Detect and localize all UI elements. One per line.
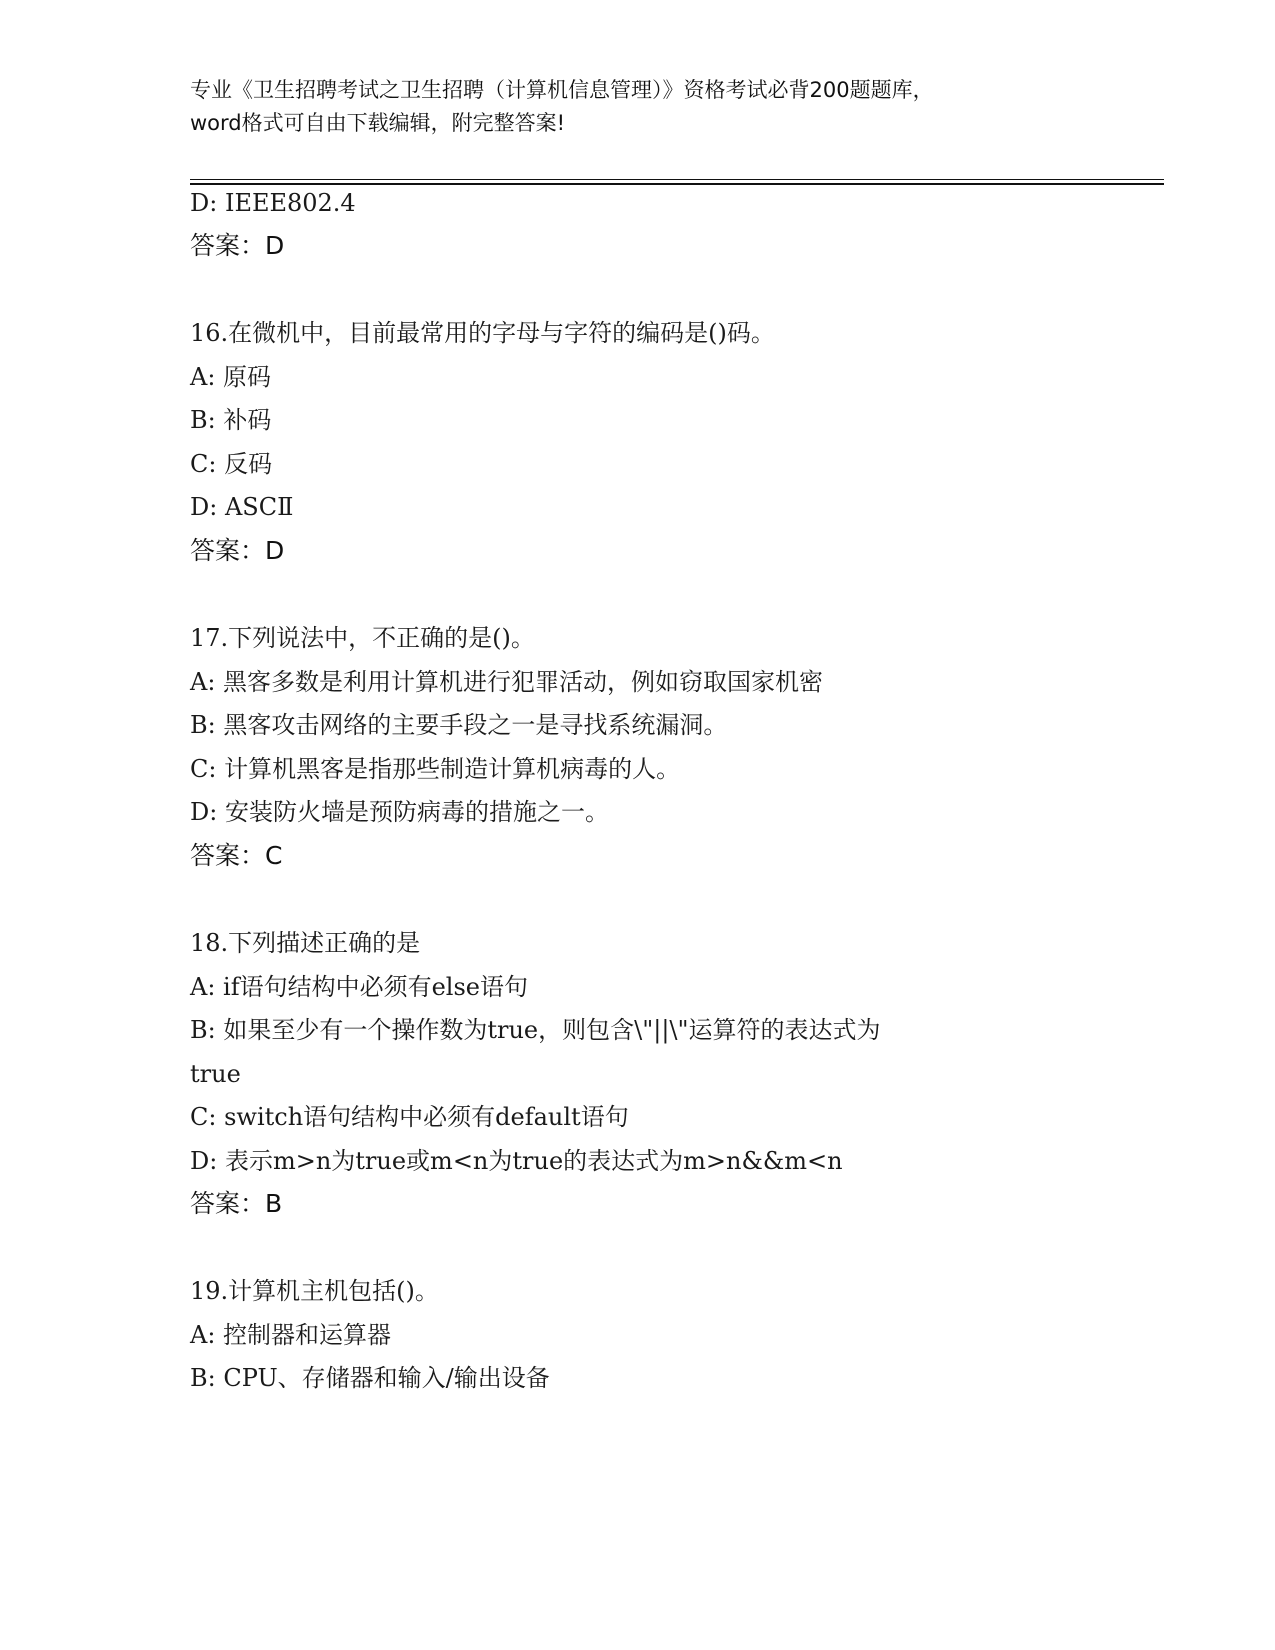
question-17-option-b: B: 黑客攻击网络的主要手段之一是寻找系统漏洞。	[190, 711, 728, 739]
question-16-option-b: B: 补码	[190, 406, 272, 434]
question-16-option-d: D: ASCⅡ	[190, 493, 294, 521]
prev-answer: 答案：D	[190, 231, 285, 260]
question-18-option-b: B: 如果至少有一个操作数为true，则包含\"||\"运算符的表达式为	[190, 1016, 881, 1044]
question-18-answer: 答案：B	[190, 1189, 283, 1218]
header-title-line-2: word格式可自由下载编辑，附完整答案!	[190, 111, 566, 135]
question-16-answer: 答案：D	[190, 536, 285, 565]
header-title-line-1: 专业《卫生招聘考试之卫生招聘（计算机信息管理）》资格考试必背200题题库，	[190, 78, 934, 102]
question-17-stem: 17.下列说法中，不正确的是()。	[190, 624, 535, 652]
question-19-stem: 19.计算机主机包括()。	[190, 1277, 439, 1305]
question-17-option-d: D: 安装防火墙是预防病毒的措施之一。	[190, 798, 609, 826]
question-16-option-a: A: 原码	[190, 363, 272, 391]
question-18-option-d: D: 表示m>n为true或m<n为true的表达式为m>n&&m<n	[190, 1147, 843, 1175]
question-18-stem: 18.下列描述正确的是	[190, 929, 421, 957]
question-17-option-c: C: 计算机黑客是指那些制造计算机病毒的人。	[190, 755, 681, 783]
document-header	[190, 74, 1090, 140]
question-16-option-c: C: 反码	[190, 450, 273, 478]
question-18-option-a: A: if语句结构中必须有else语句	[190, 973, 529, 1001]
question-17-option-a: A: 黑客多数是利用计算机进行犯罪活动，例如窃取国家机密	[190, 668, 824, 696]
question-17-answer: 答案：C	[190, 841, 283, 870]
header-divider-thin	[190, 179, 1164, 180]
prev-option-d: D: IEEE802.4	[190, 189, 356, 217]
question-18-option-b-continued: true	[190, 1060, 241, 1088]
question-19-option-a: A: 控制器和运算器	[190, 1321, 392, 1349]
question-19-option-b: B: CPU、存储器和输入/输出设备	[190, 1364, 550, 1392]
question-18-option-c: C: switch语句结构中必须有default语句	[190, 1103, 629, 1131]
question-16-stem: 16.在微机中，目前最常用的字母与字符的编码是()码。	[190, 319, 775, 347]
header-divider-thick	[190, 183, 1164, 185]
